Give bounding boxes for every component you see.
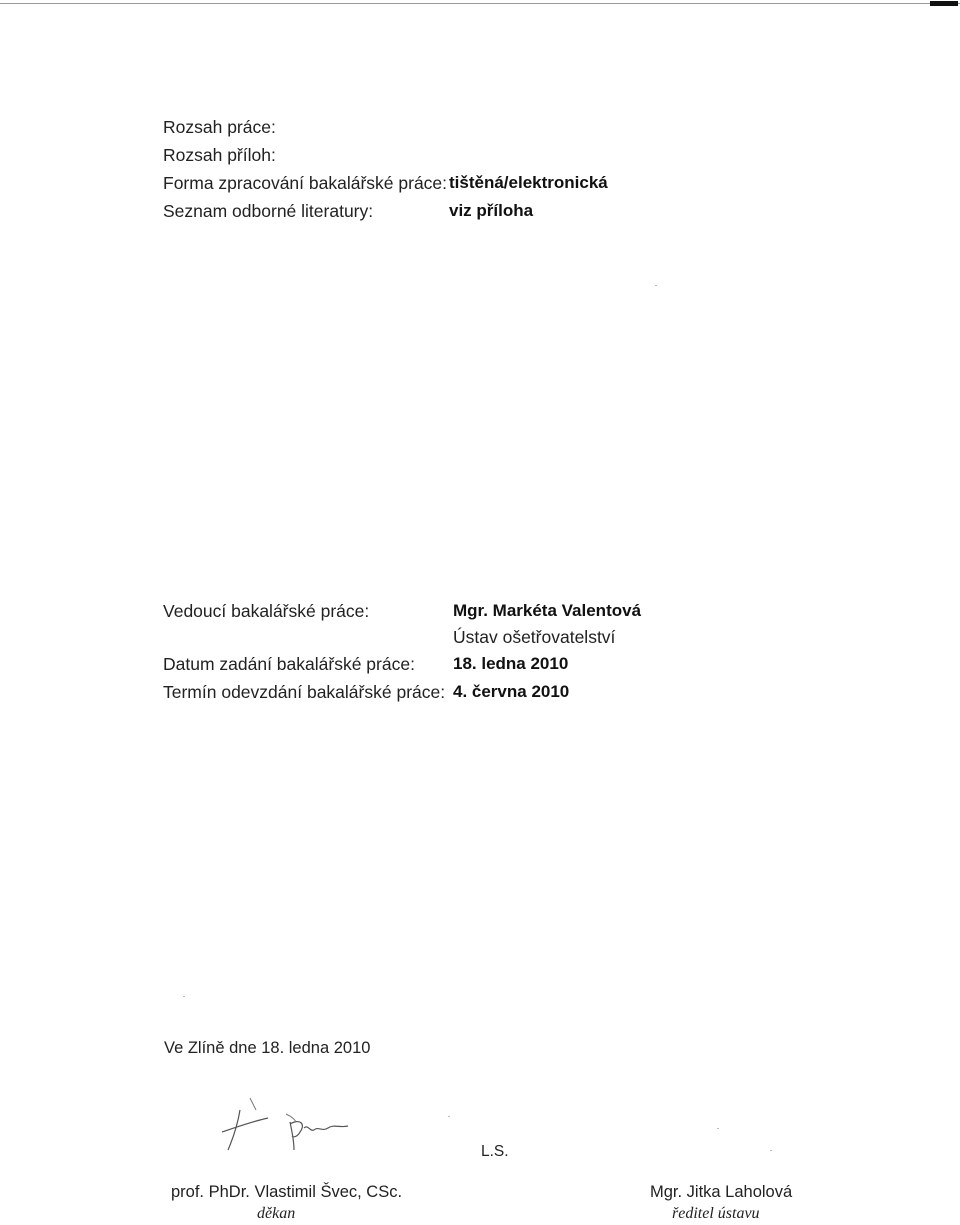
scan-speck	[448, 1116, 450, 1117]
seznam-literatury-value: viz příloha	[449, 201, 534, 220]
scan-speck	[770, 1150, 772, 1151]
top-corner-mark	[930, 1, 958, 6]
forma-label: Forma zpracování bakalářské práce:	[163, 173, 448, 193]
termin-odevzdani-label: Termín odevzdání bakalářské práce:	[163, 682, 446, 702]
dean-name: prof. PhDr. Vlastimil Švec, CSc.	[171, 1183, 403, 1201]
place-date: Ve Zlíně dne 18. ledna 2010	[164, 1039, 371, 1057]
rozsah-prace-label: Rozsah práce:	[163, 117, 276, 137]
director-title: ředitel ústavu	[672, 1205, 760, 1222]
rozsah-priloh-label: Rozsah příloh:	[163, 145, 276, 165]
scan-speck	[655, 285, 657, 286]
director-name: Mgr. Jitka Laholová	[650, 1183, 793, 1201]
dean-signature	[210, 1088, 360, 1168]
scan-speck	[183, 996, 185, 997]
seznam-literatury-label: Seznam odborné literatury:	[163, 201, 374, 221]
vedouci-label: Vedoucí bakalářské práce:	[163, 601, 370, 621]
dean-title: děkan	[257, 1205, 296, 1222]
vedouci-name: Mgr. Markéta Valentová	[453, 601, 642, 620]
seal-label: L.S.	[481, 1143, 509, 1160]
datum-zadani-value: 18. ledna 2010	[453, 654, 569, 673]
forma-value: tištěná/elektronická	[449, 173, 608, 192]
top-rule	[0, 3, 960, 4]
vedouci-ustav: Ústav ošetřovatelství	[453, 627, 616, 647]
termin-odevzdani-value: 4. června 2010	[453, 682, 570, 701]
datum-zadani-label: Datum zadání bakalářské práce:	[163, 654, 415, 674]
scan-speck	[717, 1128, 719, 1129]
